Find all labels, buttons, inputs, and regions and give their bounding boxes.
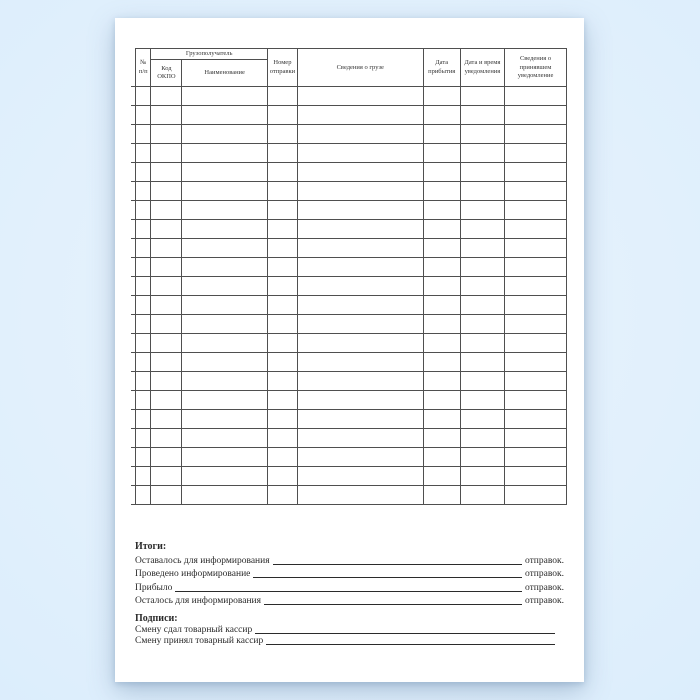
registry-table-header [136, 49, 567, 87]
table-cell [136, 410, 151, 429]
table-cell [267, 448, 297, 467]
table-cell [423, 429, 460, 448]
table-cell [182, 429, 268, 448]
table-row [136, 448, 567, 467]
table-cell [505, 315, 567, 334]
table-cell [423, 410, 460, 429]
table-cell [136, 315, 151, 334]
table-cell [267, 467, 297, 486]
signatures-section [135, 613, 558, 647]
table-cell [136, 448, 151, 467]
line-suffix: отправок. [525, 596, 564, 607]
table-cell [423, 201, 460, 220]
totals-line [135, 580, 564, 594]
table-row [136, 201, 567, 220]
table-cell [182, 353, 268, 372]
table-row [136, 353, 567, 372]
table-cell [267, 106, 297, 125]
table-cell [297, 372, 423, 391]
table-cell [182, 334, 268, 353]
table-cell [182, 201, 268, 220]
line-suffix: отправок. [525, 569, 564, 580]
table-cell [460, 353, 504, 372]
table-cell [182, 296, 268, 315]
table-cell [151, 429, 182, 448]
table-cell [423, 258, 460, 277]
table-cell [136, 277, 151, 296]
table-row [136, 296, 567, 315]
table-cell [505, 87, 567, 106]
registry-table [135, 48, 567, 505]
table-cell [297, 220, 423, 239]
table-cell [151, 486, 182, 505]
table-cell [297, 87, 423, 106]
table-cell [136, 334, 151, 353]
table-cell [151, 315, 182, 334]
col-header-arrival-date: Дата прибытия [423, 49, 460, 87]
table-cell [423, 125, 460, 144]
table-cell [423, 467, 460, 486]
table-cell [505, 429, 567, 448]
document-page [115, 18, 584, 682]
table-cell [297, 106, 423, 125]
table-cell [136, 486, 151, 505]
table-cell [423, 486, 460, 505]
table-cell [423, 296, 460, 315]
table-cell [297, 277, 423, 296]
table-row [136, 334, 567, 353]
table-cell [297, 125, 423, 144]
table-cell [460, 391, 504, 410]
table-cell [136, 220, 151, 239]
table-row [136, 467, 567, 486]
table-row [136, 486, 567, 505]
table-cell [267, 296, 297, 315]
table-row [136, 391, 567, 410]
table-cell [505, 372, 567, 391]
table-cell [151, 239, 182, 258]
table-cell [505, 163, 567, 182]
table-cell [267, 410, 297, 429]
table-cell [267, 353, 297, 372]
table-cell [136, 106, 151, 125]
col-header-name: Наименование [182, 60, 268, 87]
table-cell [182, 125, 268, 144]
table-cell [423, 220, 460, 239]
table-cell [460, 334, 504, 353]
table-cell [505, 391, 567, 410]
table-cell [267, 144, 297, 163]
table-cell [267, 125, 297, 144]
col-header-okpo-code: Код ОКПО [151, 60, 182, 87]
table-cell [182, 277, 268, 296]
table-cell [505, 277, 567, 296]
table-cell [460, 163, 504, 182]
table-row [136, 106, 567, 125]
table-cell [151, 277, 182, 296]
table-cell [136, 163, 151, 182]
table-cell [505, 353, 567, 372]
table-cell [267, 391, 297, 410]
table-row [136, 410, 567, 429]
totals-line [135, 553, 564, 567]
table-cell [182, 410, 268, 429]
table-cell [136, 353, 151, 372]
table-cell [182, 258, 268, 277]
table-cell [136, 182, 151, 201]
table-cell [151, 163, 182, 182]
table-cell [460, 410, 504, 429]
table-cell [423, 144, 460, 163]
table-cell [182, 467, 268, 486]
table-cell [151, 87, 182, 106]
table-cell [297, 410, 423, 429]
table-row [136, 220, 567, 239]
table-cell [460, 372, 504, 391]
table-cell [297, 429, 423, 448]
line-label: Смену сдал товарный кассир [135, 625, 253, 636]
table-cell [267, 201, 297, 220]
table-cell [297, 315, 423, 334]
table-cell [267, 277, 297, 296]
table-cell [182, 315, 268, 334]
col-header-cargo-info: Сведения о грузе [297, 49, 423, 87]
line-label: Проведено информирование [135, 569, 251, 580]
table-cell [151, 353, 182, 372]
table-cell [151, 125, 182, 144]
table-cell [423, 106, 460, 125]
signatures-heading: Подписи: [135, 613, 178, 624]
table-cell [182, 372, 268, 391]
table-cell [182, 87, 268, 106]
table-cell [151, 448, 182, 467]
table-cell [297, 391, 423, 410]
table-cell [297, 353, 423, 372]
table-cell [505, 239, 567, 258]
table-cell [423, 87, 460, 106]
table-cell [505, 296, 567, 315]
signature-line [135, 625, 558, 636]
table-cell [151, 467, 182, 486]
table-cell [267, 486, 297, 505]
table-row [136, 372, 567, 391]
table-cell [460, 277, 504, 296]
table-cell [460, 220, 504, 239]
table-cell [267, 258, 297, 277]
table-cell [267, 315, 297, 334]
table-cell [423, 334, 460, 353]
table-cell [505, 486, 567, 505]
line-label: Оставалось для информирования [135, 555, 270, 566]
table-cell [151, 334, 182, 353]
table-cell [460, 486, 504, 505]
table-cell [136, 125, 151, 144]
table-cell [460, 106, 504, 125]
table-cell [151, 258, 182, 277]
table-cell [151, 144, 182, 163]
table-cell [182, 144, 268, 163]
table-row [136, 315, 567, 334]
table-cell [136, 296, 151, 315]
table-cell [505, 201, 567, 220]
table-cell [151, 106, 182, 125]
table-cell [182, 220, 268, 239]
table-cell [423, 163, 460, 182]
totals-section [135, 541, 564, 607]
table-cell [267, 372, 297, 391]
table-cell [151, 296, 182, 315]
table-cell [297, 467, 423, 486]
table-cell [136, 258, 151, 277]
table-cell [460, 201, 504, 220]
table-row [136, 87, 567, 106]
table-cell [460, 296, 504, 315]
table-row [136, 239, 567, 258]
table-cell [423, 277, 460, 296]
table-cell [151, 391, 182, 410]
table-cell [297, 296, 423, 315]
table-cell [267, 163, 297, 182]
table-cell [423, 391, 460, 410]
table-cell [136, 239, 151, 258]
table-cell [505, 144, 567, 163]
table-cell [505, 258, 567, 277]
table-cell [151, 201, 182, 220]
table-cell [267, 334, 297, 353]
col-header-notice-datetime: Дата и время уведомления [460, 49, 504, 87]
table-cell [136, 391, 151, 410]
col-header-row-number: № п/п [136, 49, 151, 87]
table-cell [505, 125, 567, 144]
table-cell [136, 372, 151, 391]
table-row [136, 277, 567, 296]
table-row [136, 125, 567, 144]
table-cell [460, 87, 504, 106]
col-header-notice-receiver: Сведения о принявшем уведомление [505, 49, 567, 87]
table-cell [151, 410, 182, 429]
table-cell [297, 163, 423, 182]
line-suffix: отправок. [525, 555, 564, 566]
line-suffix: отправок. [525, 582, 564, 593]
table-cell [505, 220, 567, 239]
table-cell [267, 87, 297, 106]
table-row [136, 258, 567, 277]
table-cell [423, 448, 460, 467]
table-cell [297, 334, 423, 353]
table-cell [460, 429, 504, 448]
table-cell [423, 353, 460, 372]
table-cell [136, 201, 151, 220]
table-cell [136, 87, 151, 106]
table-cell [182, 239, 268, 258]
table-cell [460, 315, 504, 334]
table-cell [182, 486, 268, 505]
col-header-consignee-group: Грузополучатель [151, 49, 268, 60]
table-cell [297, 182, 423, 201]
table-cell [182, 163, 268, 182]
table-row [136, 429, 567, 448]
table-cell [151, 372, 182, 391]
table-cell [423, 372, 460, 391]
table-cell [297, 448, 423, 467]
table-cell [267, 220, 297, 239]
table-cell [136, 467, 151, 486]
table-row [136, 182, 567, 201]
table-cell [297, 239, 423, 258]
table-cell [151, 182, 182, 201]
table-cell [505, 448, 567, 467]
table-cell [505, 334, 567, 353]
table-cell [423, 315, 460, 334]
table-cell [460, 448, 504, 467]
line-label: Осталось для информирования [135, 596, 262, 607]
line-label: Смену принял товарный кассир [135, 636, 264, 647]
table-cell [297, 144, 423, 163]
table-row [136, 144, 567, 163]
table-cell [297, 486, 423, 505]
totals-line [135, 594, 564, 608]
table-cell [423, 182, 460, 201]
table-cell [182, 448, 268, 467]
table-cell [267, 429, 297, 448]
table-cell [505, 106, 567, 125]
table-row [136, 163, 567, 182]
table-cell [505, 410, 567, 429]
table-cell [136, 144, 151, 163]
table-cell [460, 182, 504, 201]
table-cell [460, 258, 504, 277]
col-header-shipment-number: Номер отправки [267, 49, 297, 87]
table-cell [267, 182, 297, 201]
line-label: Прибыло [135, 582, 173, 593]
totals-heading: Итоги: [135, 541, 167, 552]
table-cell [460, 144, 504, 163]
table-cell [297, 258, 423, 277]
table-cell [182, 182, 268, 201]
table-cell [423, 239, 460, 258]
table-cell [267, 239, 297, 258]
table-cell [460, 467, 504, 486]
table-cell [182, 391, 268, 410]
table-cell [297, 201, 423, 220]
signature-line [135, 636, 558, 647]
table-cell [505, 182, 567, 201]
table-cell [460, 239, 504, 258]
totals-line [135, 567, 564, 581]
table-cell [136, 429, 151, 448]
table-cell [460, 125, 504, 144]
table-cell [151, 220, 182, 239]
table-cell [182, 106, 268, 125]
table-cell [505, 467, 567, 486]
